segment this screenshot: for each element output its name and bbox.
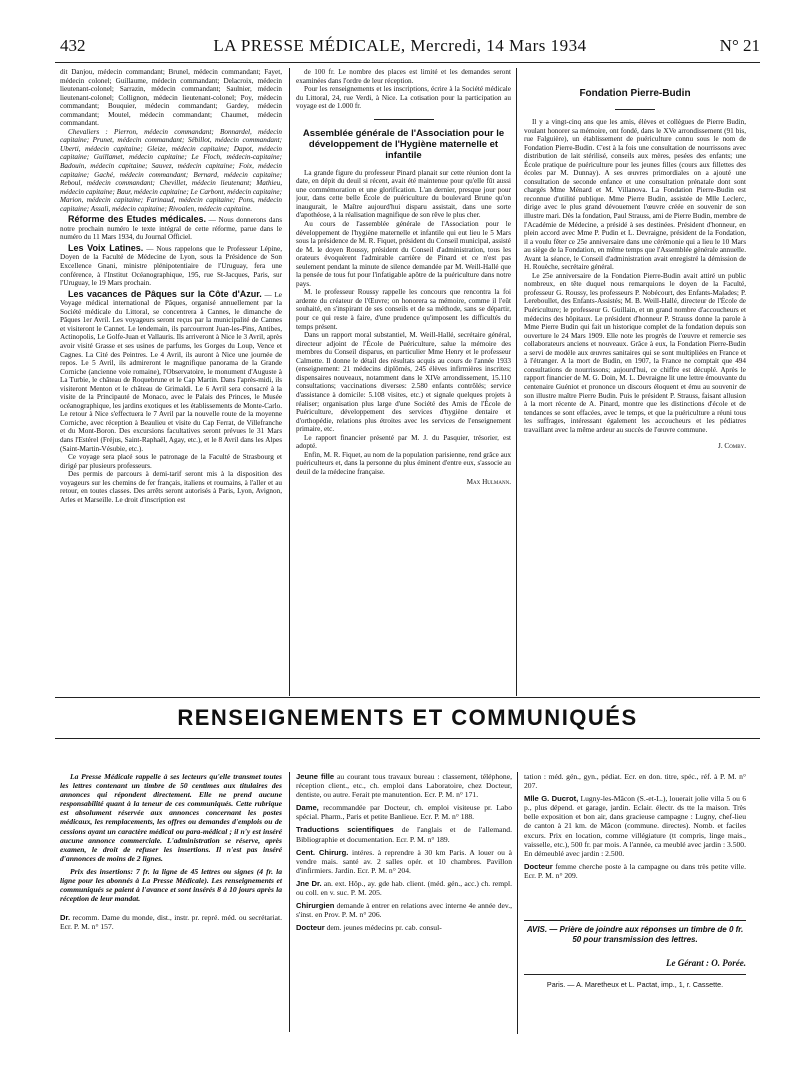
fondation-title: Fondation Pierre-Budin	[579, 88, 691, 99]
ad-text: tation : méd. gén., gyn., pédiat. Ecr. en don. titre, spéc., réf. à P. M. n° 207.	[524, 772, 746, 791]
section-rule	[524, 974, 746, 975]
col1-heading-voix-latines: Les Voix Latines.	[68, 242, 144, 253]
col2-paragraph: M. le professeur Roussy rappelle les concours que rencontra la foi ardente du créateur de l'Œuvre; on honorera sa mémoire, comme il l'eût souhaité, en s'inspirant de ses conseils et de sa méthode, sans se départir, pour ce qui reste à faire, d'une prudence qu'imposent les difficultés du temps présent.	[296, 288, 511, 331]
ad-text: recomm. Dame du monde, dist., instr. pr. repré. méd. ou secrétariat. Ecr. P. M. n° 157.	[60, 913, 282, 932]
ads-column-3	[524, 772, 746, 912]
ad-text: recommandée par Docteur, ch. emploi visiteuse pr. Labo spécial. Pharm., Paris et petite Banlieue. Ecr. P. M. n° 188.	[296, 803, 512, 822]
column-1	[60, 68, 282, 696]
column-divider	[289, 68, 290, 696]
ad-key: Dr.	[60, 913, 71, 923]
ad-key: Jeune fille	[296, 772, 335, 781]
col1-paragraph	[60, 128, 282, 213]
col1-paragraph: — Nous rappelons que le Professeur Lépine, Doyen de la Faculté de Médecine de Lyon, sous la Présidence de Son Excellence Gnani, ministre plénipotentiaire de l'Uruguay, fera une conférence, à l'Institut Océanographique, 195, rue St-Jacques, Paris, sur l'Uruguay, le 19 Mars prochain.	[60, 244, 282, 288]
col2-paragraph: Dans un rapport moral substantiel, M. Weill-Hallé, secrétaire général, directeur adjoint de l'École de Puériculture, salue la mémoire des membres du Conseil disparus, en particulier Mme Henry et le professeur Calmette. Il donne le détail des résultats acquis au cours de l'année 1933 (enseignement: 21 médecins diplômés, 245 élèves infirmières inscrites; dispensaires nouveaux, notamment dans le XIVe arrondissement, 15.110 consultations; vaccinations diverses: 2.580 enfants contrôlés; service d'assistance à domicile: 5.108 visites, etc.) et signale quelques projets à réaliser; organisation plus large d'une Société des Amis de l'École de Puériculture, développement des services d'hygiène dentaire et d'orthopédie, relations plus étroites avec les services de l'enseignement primaire, etc.	[296, 331, 511, 434]
ad-key: Mlle G. Ducrot,	[524, 794, 579, 804]
avis-text: AVIS. — Prière de joindre aux réponses un timbre de 0 fr. 50 pour transmission des lettres.	[526, 925, 744, 944]
column-divider	[517, 772, 518, 1034]
running-header	[40, 36, 760, 58]
ad-text: femme cherche poste à la campagne ou dans très petite ville. Ecr. P. M. n° 209.	[524, 861, 746, 880]
ad-key: Cent. Chirurg.	[296, 847, 349, 857]
ad-key: Docteur	[524, 861, 553, 871]
ad-item	[296, 803, 512, 821]
ad-item	[296, 772, 512, 799]
col1-heading-reforme: Réforme des Etudes médicales.	[68, 214, 207, 225]
ad-key: Jne Dr.	[296, 878, 322, 888]
ad-item	[296, 923, 512, 932]
ad-key: Chirurgien	[296, 901, 335, 911]
column-3	[524, 88, 746, 696]
section-rule	[374, 119, 434, 120]
gerant: Le Gérant : O. Porée.	[666, 958, 746, 968]
printer-line: Paris. — A. Maretheux et L. Pactat, imp., 1, r. Cassette.	[546, 980, 724, 989]
ads-prices: Prix des insertions: 7 fr. la ligne de 45 lettres ou signes (4 fr. la ligne pour les abonnés à La Presse Médicale). Les renseignements et communiqués se paient à l'avance et sont insérés 8 à 10 jours après la réception de leur mandat.	[60, 866, 282, 904]
ad-text: an. ext. Hôp., ay. gde hab. client. (méd. gén., acc.) ch. rempl. ou coll. en v. suc. P. M. 205.	[296, 878, 512, 898]
col1-paragraph: dit Danjou, médecin commandant; Brunel, médecin commandant; Fayet, médecin colonel; Guillaume, médecin commandant; Delacroix, médecin lieutenant-colonel; Sarrazin, médecin commandant; Saulnier, médecin lieutenant-colonel; Collignon, médecin lieutenant-colonel; Poy, médecin commandant; Bouquier, médecin commandant; Gardey, médecin commandant; Moutel, médecin commandant; Chaumet, médecin commandant.	[60, 68, 282, 128]
ad-key: Dame,	[296, 803, 319, 813]
ad-text: dem. jeunes médecins pr. cab. consul-	[326, 923, 442, 933]
col3-paragraph: Il y a vingt-cinq ans que les amis, élèves et collègues de Pierre Budin, voulant honorer sa mémoire, ont fondé, dans le XVe arrondissement (91 bis, rue Falguière), un établissement de puériculture connu sous le nom de Fondation Pierre-Budin. C'est à la fois une consultation de nourrissons avec distribution de lait stérilisé, conseils aux mères, pesées des enfants; une École pratique de puériculture pour les jeunes filles (cours aux fillettes des écoles par M. Dunnay). A ses œuvres primordiales on a ajouté une consultation de seconde enfance et une consultation prénatale dont sont chargés Mme Ménard et M. Villanova. La Fondation Pierre-Budin est reconnue d'utilité publique. Mme Pierre Budin, assistée de Mlle Leclerc, dirige avec le plus grand dévouement l'œuvre créée en souvenir de son illustre mari. Dès la fondation, Paul Strauss, ami de Pierre Budin, membre de l'Académie de Médecine, a présidé à ses destinées. Président d'honneur, en plein accord avec Mme P. Pudin et L. Devraigne, président de la Fondation, il a voulu fêter ce 25e anniversaire dans une cérémonie qui a lieu le 10 Mars au siège de la Fondation, en même temps que l'Assemblée générale annuelle. Avant la séance, le Conseil d'administration avait enregistré la démission de H. Rouèche, secrétaire général.	[524, 118, 746, 272]
column-divider	[516, 68, 517, 696]
ad-item	[296, 825, 512, 843]
issue-date: Mercredi, 14 Mars 1934	[410, 36, 587, 55]
ad-item	[524, 862, 746, 880]
col3-signature: J. Comby.	[718, 442, 746, 451]
column-divider	[289, 772, 290, 1032]
ad-text: Lugny-les-Mâcon (S.-et-L.), louerait jolie villa 5 ou 6 p., plus dépend. et garage, jardin. Eclair. électr. ds tte la maison. Très belle exposition et bon air, dans gracieuse campagne : Lugny, chef-lieu de canton à 21 km. de Mâcon (commune. directes). Nomb. et faciles excurs. Prix en location, comme villégiature (tt compris, linge mais., vaisselle, etc.), 500 fr. par mois. A l'année, ca meublé avec jardin : 3.500. En démeublé avec jardin : 2.500.	[524, 794, 746, 858]
ad-item	[296, 848, 512, 875]
ad-item	[524, 794, 746, 858]
section-rule	[55, 697, 760, 698]
column-2	[296, 68, 511, 696]
ad-text: demande à entrer en relations avec interne 4e année dev., s'inst. en Prov. P. M. n° 206.	[296, 901, 512, 920]
journal-title	[40, 36, 760, 56]
col2-paragraph: Enfin, M. R. Fiquet, au nom de la population parisienne, rend grâce aux puériculteurs et, dans la personne du plus éminent d'entre eux, s'associe au deuil de la médecine française.	[296, 450, 511, 476]
col2-paragraph: Au cours de l'assemblée générale de l'Association pour le développement de l'hygiène maternelle et infantile qui eut lieu le 5 Mars sous la présidence de M. R. Fiquet, président du Conseil municipal, assisté de M. le doyen Roussy, président du Conseil d'administration, tous les orateurs évoquèrent l'admirable carrière de Pinard et ce n'est pas seulement pendant la minute de silence demandée par M. Weill-Hallé que la pensée de tous fut pour l'infatigable apôtre de la puériculture dans notre pays.	[296, 220, 511, 288]
col1-paragraph: Des permis de parcours à demi-tarif seront mis à la disposition des voyageurs sur les chemins de fer français, italiens et roumains, à l'aller et au retour, en toutes classes. Des arrêts seront autorisés à Paris, Lyon, Avignon, Arles et Marseille. Le droit d'inscription est	[60, 470, 282, 504]
avis-box	[524, 920, 746, 951]
ads-intro: La Presse Médicale rappelle à ses lecteurs qu'elle transmet toutes les lettres contenant un timbre de 50 centimes aux titulaires des annonces qui répondent directement. Elle ne prend aucune responsabilité quant à la teneur de ces communiqués. Cette rubrique est absolument réservée aux annonces concernant les postes médicaux, les remplacements, les offres ou demandes d'emplois ou de cessions ayant un caractère médical ou para-médical ; il n'y est inséré aucune annonce commerciale. L'administration se réserve, après examen, le droit de refuser les insertions. Il n'est pas inséré d'annonces de moins de 2 lignes.	[60, 772, 282, 863]
ad-text: intéres. à reprendre à 30 km Paris. A louer ou à vendre mais. santé av. 2 salles opér. et 10 chambres. Pavillon d'infirmiers. Jardin. Ecr. P. M. n° 204.	[296, 847, 512, 875]
col3-paragraph: Le 25e anniversaire de la Fondation Pierre-Budin avait attiré un public nombreux, en tête duquel nous remarquions le doyen de la Faculté, professeur G. Roussy, les professeurs P. Nobécourt, des Enfants-Malades; P. Lereboullet, des Enfants-Assistés; M. B. Weill-Hallé, directeur de l'École de Puériculture; le professeur G. Guillain, et un grand nombre d'accoucheurs et médecins des hôpitaux. Le président d'honneur P. Strauss donne la parole à Mme Pierre Budin qui fait un historique complet de la fondation depuis son ouverture le 24 Mars 1909. Elle note les progrès de l'œuvre et remercie ses collaborateurs anciens et nouveaux. Grâce à eux, la Fondation Pierre-Budin a servi de modèle aux œuvres sanitaires qui se sont multipliées en France et à l'étranger. A la mort de Budin, en 1907, la France ne comptait que 494 consultations de nourrissons; aujourd'hui, ce chiffre est décuplé. Après le rapport financier de M. G. Doin, M. L. Devraigne lit une lettre émouvante du centenaire Guéniot et prononce un discours éloquent et ému au souvenir de son illustre maître Pierre Budin. Puis le président P. Strauss, faisant allusion à la mort récente de A. Pinard, montre que les distinctions d'école et de tendances se sont effacées, avec le temps, et que la puériculture a réuni tous les suffrages, intéressant également les accoucheurs et les pédiatres travaillant avec la même ardeur au succès de l'œuvre commune.	[524, 271, 746, 434]
ad-key: Traductions scientifiques	[296, 825, 394, 835]
col2-paragraph: La grande figure du professeur Pinard planait sur cette réunion dont la date, en dépit du deuil si récent, avait été maintenue pour qu'elle fût aussi une commémoration et une glorification. L'an dernier, presque jour pour jour, dans cette belle École de puériculture du boulevard Brune qu'on inaugurait, le Maître aujourd'hui disparu assistait, dans une sorte d'apothéose, à la réalisation magnifique de son rêve le plus cher.	[296, 168, 511, 220]
ad-item	[524, 772, 746, 790]
col2-paragraph: Le rapport financier présenté par M. J. du Pasquier, trésorier, est adopté.	[296, 433, 511, 451]
col2-paragraph: de 100 fr. Le nombre des places est limité et les demandes seront examinées dans l'ordre de leur réception.	[296, 68, 511, 85]
col1-paragraph: — Nous donnerons dans notre prochain numéro le texte intégral de cette réforme, parue dans le numéro du 11 Mars 1934, du Journal Officiel.	[60, 216, 282, 242]
section-rule	[615, 109, 655, 110]
ad-item	[296, 879, 512, 897]
assemblee-title: Assemblée générale de l'Association pour le développement de l'Hygiène maternelle et infantile	[302, 127, 505, 161]
ad-text: au courant tous travaux bureau : classement, téléphone, réception client., etc., ch. emploi dans Laboratoire, chez Docteur, dentiste, ou autre. Ferait pte manutention. Ecr. P. M. n° 171.	[296, 772, 512, 800]
banner-title: RENSEIGNEMENTS ET COMMUNIQUÉS	[177, 705, 638, 730]
ad-item	[296, 901, 512, 919]
ads-column-2	[296, 772, 512, 1034]
col2-paragraph: Pour les renseignements et les inscriptions, écrire à la Société médicale du Littoral, 24, rue Verdi, à Nice. La cotisation pour la participation au voyage est de 1.000 fr.	[296, 85, 511, 111]
ad-text: de l'anglais et de l'allemand. Bibliographie et documentation. Ecr. P. M. n° 189.	[296, 825, 512, 844]
col1-heading-vacances: Les vacances de Pâques sur la Côte d'Azur.	[68, 288, 262, 299]
col2-signature: Max Hulmann.	[466, 478, 511, 487]
ads-column-1	[60, 772, 282, 1022]
col1-paragraph: Ce voyage sera placé sous le patronage de la Faculté de Strasbourg et dirigé par plusieurs professeurs.	[60, 453, 282, 470]
col1-paragraph: — Le Voyage médical international de Pâques, organisé annuellement par la Société médicale du Littoral, se concentrera à Cannes, le dimanche de Pâques 1er Avril. Les voyageurs seront reçus par la municipalité de Cannes et visiteront le Cannet. Le lendemain, ils parcourront Juan-les-Pins, Antibes, Actinopolis, Le Golfe-Juan et Vallauris. Ils arriveront à Nice le 3 Avril, après avoir visité Grasse et ses usines de parfums, les Gorges du Loup, Vence et Cagnes. La Cité des Peintres. Le 4 Avril, ils auront à Nice une journée de repos. Le 5 Avril, ils admireront le magnifique panorama de la Grande Corniche (ancienne voie romaine), l'Observatoire, le monument d'Auguste à La Turbie, le château de Roquebrune et le Cap Martin. Dans l'après-midi, ils visiteront Menton et le château de Grimaldi. Le 6 Avril sera consacré à la visite de la Principauté de Monaco, avec le Palais des Princes, le Musée océanographique, les jardins exotiques et les établissements de Monte-Carlo. Le retour à Nice s'effectuera le 7 Avril par la nouvelle route de la moyenne Corniche, avec réception à Beaulieu et visite du Cap Ferrat, de Villefranche et du Mont-Boron. Des excursions facultatives seront prévues le 31 Mars dans l'Estérel (Fréjus, Saint-Raphaël, Agay, etc.), et le 8 Avril dans les Alpes (Saint-Martin-Vésubie, etc.).	[60, 290, 282, 453]
header-rule	[55, 62, 760, 63]
journal-name: LA PRESSE MÉDICALE,	[213, 36, 406, 55]
issue-number: N° 21	[719, 36, 760, 55]
page-number: 432	[60, 36, 86, 55]
section-rule	[55, 738, 760, 739]
col1-chevaliers: Chevaliers : Pierron, médecin commandant; Bonnardel, médecin capitaine; Prunet, médecin commandant; Sébillot, médecin commandant; Uberti, médecin capitaine; Gleize, médecin capitaine; Dapot, médecin capitaine; Guillamet, médecin capitaine; Le Floch, médecin-capitaine; Badouin, médecin capitaine; Sauvez, médecin capitaine; Foix, médecin capitaine; Gaché, médecin commandant; Bernard, médecin capitaine; Reboul, médecin commandant; Chevillet, médecin lieutenant; Mathieu, médecin capitaine; Baur, médecin capitaine; Le Carbont, médecin capitaine; Marion, médecin capitaine; Farinaud, médecin capitaine; Pons, médecin capitaine; Assali, médecin capitaine; Rivoalen, médecin capitaine.	[60, 127, 282, 213]
ad-key: Docteur	[296, 923, 325, 933]
